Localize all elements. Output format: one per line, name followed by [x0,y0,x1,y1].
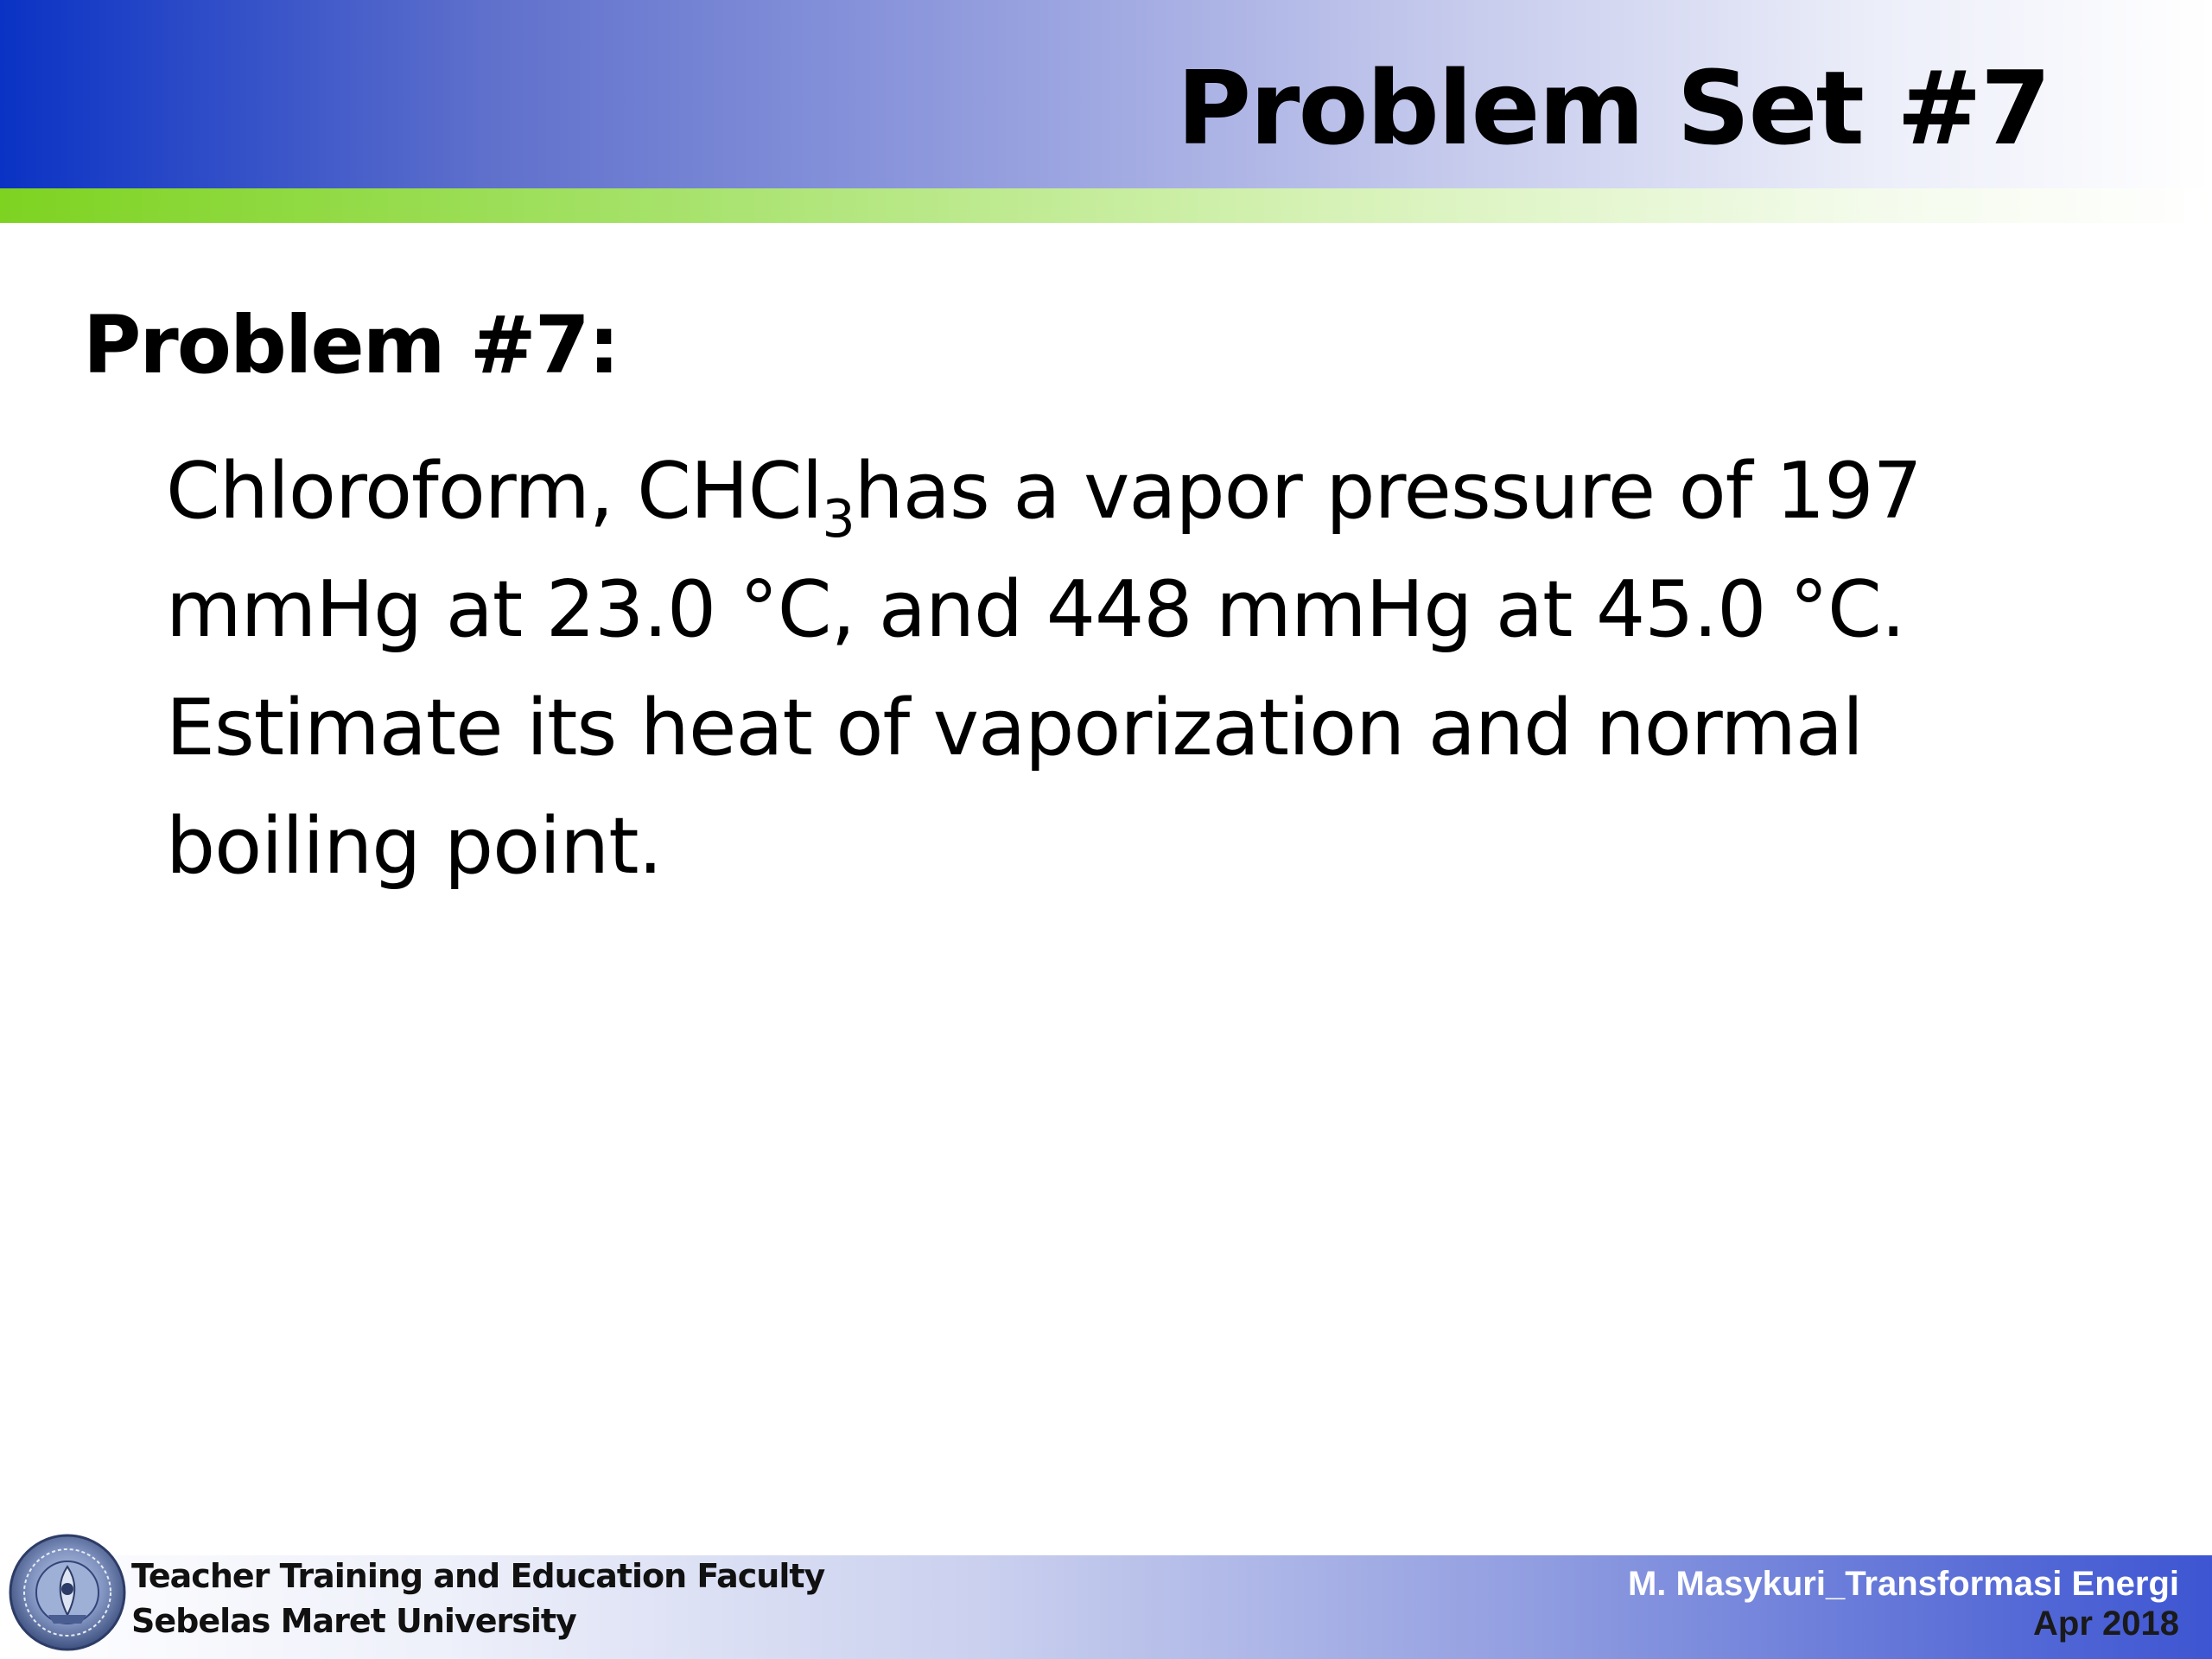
institution-university: Sebelas Maret University [131,1602,576,1640]
problem-heading: Problem #7: [83,299,619,391]
problem-line-4: boiling point. [166,801,663,892]
problem-text: Chloroform, CHCl [166,446,823,537]
problem-text: has a vapor pressure of 197 [854,446,1922,537]
formula-subscript: 3 [822,489,855,550]
institution-block [131,1554,824,1643]
author-label: M. Masykuri_Transformasi Energi [1627,1565,2179,1603]
institution-faculty: Teacher Training and Education Faculty [131,1557,825,1595]
problem-statement [166,432,2093,906]
problem-line-2: mmHg at 23.0 °C, and 448 mmHg at 45.0 °C. [166,564,1905,655]
problem-line-3: Estimate its heat of vaporization and normal [166,683,1864,773]
author-block [1628,1564,2179,1643]
slide-title: Problem Set #7 [1176,48,2050,168]
problem-line-1 [166,432,2093,550]
header-accent-stripe [0,188,2212,223]
date-label: Apr 2018 [2033,1605,2179,1643]
university-seal-icon [7,1532,128,1653]
